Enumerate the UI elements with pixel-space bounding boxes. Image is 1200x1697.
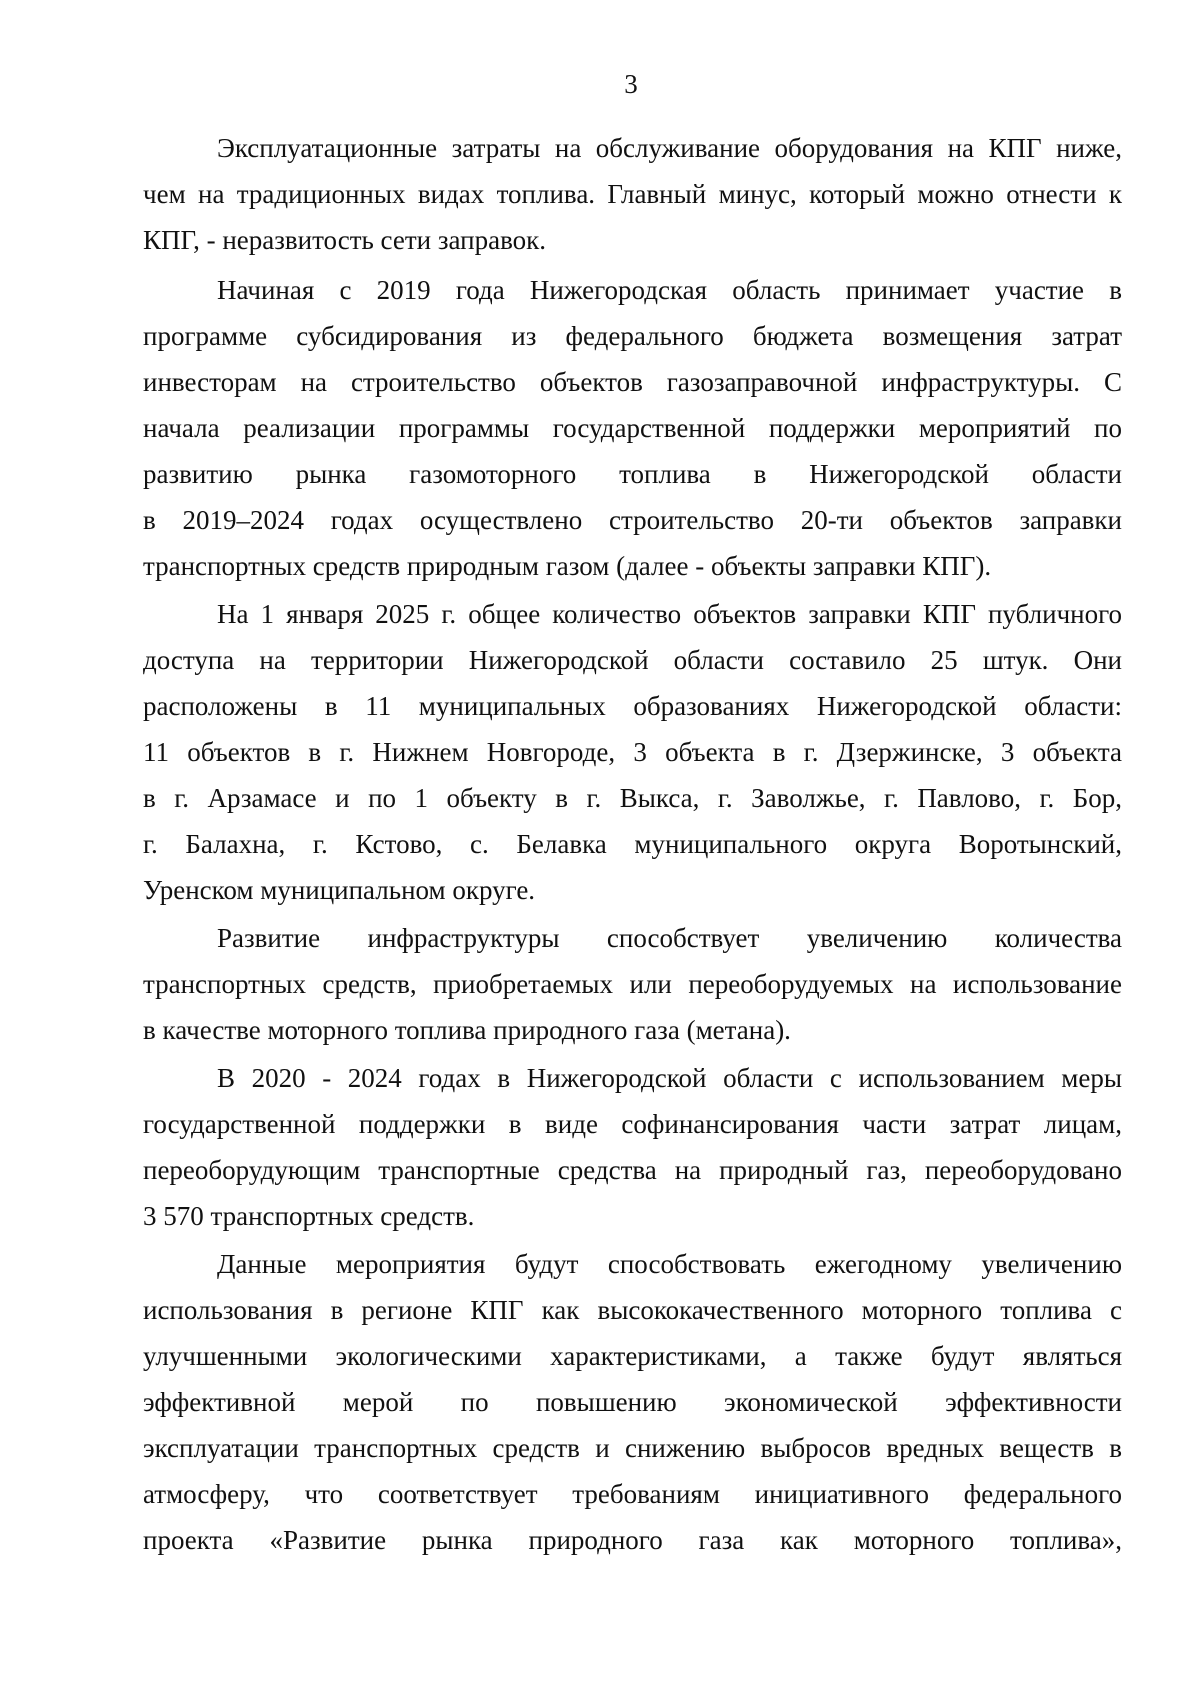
text-line: в г. Арзамасе и по 1 объекту в г. Выкса, г. Заволжье, г. Павлово, г. Бор, [143, 783, 1122, 813]
text-line: проекта «Развитие рынка природного газа как моторного топлива», [143, 1525, 1122, 1555]
paragraph-2 [143, 267, 1122, 589]
text-line: 3 570 транспортных средств. [143, 1201, 475, 1231]
text-line: в качестве моторного топлива природного газа (метана). [143, 1015, 791, 1045]
text-line: На 1 января 2025 г. общее количество объектов заправки КПГ публичного [217, 599, 1122, 629]
text-line: переоборудующим транспортные средства на природный газ, переоборудовано [143, 1155, 1122, 1185]
document-body [143, 125, 1122, 1563]
text-line: начала реализации программы государственной поддержки мероприятий по [143, 413, 1122, 443]
text-line: г. Балахна, г. Кстово, с. Белавка муниципального округа Воротынский, [143, 829, 1122, 859]
text-line: транспортных средств природным газом (далее - объекты заправки КПГ). [143, 551, 992, 581]
paragraph-4 [143, 915, 1122, 1053]
text-line: Данные мероприятия будут способствовать ежегодному увеличению [217, 1249, 1122, 1279]
text-line: Начиная с 2019 года Нижегородская область принимает участие в [217, 275, 1122, 305]
text-line: расположены в 11 муниципальных образованиях Нижегородской области: [143, 691, 1122, 721]
text-line: Развитие инфраструктуры способствует увеличению количества [217, 923, 1122, 953]
paragraph-5 [143, 1055, 1122, 1239]
text-line: эффективной мерой по повышению экономической эффективности [143, 1387, 1122, 1417]
text-line: развитию рынка газомоторного топлива в Нижегородской области [143, 459, 1122, 489]
paragraph-3 [143, 591, 1122, 913]
text-line: инвесторам на строительство объектов газозаправочной инфраструктуры. С [143, 367, 1122, 397]
text-line: транспортных средств, приобретаемых или переоборудуемых на использование [143, 969, 1122, 999]
text-line: В 2020 - 2024 годах в Нижегородской области с использованием меры [217, 1063, 1122, 1093]
text-line: в 2019–2024 годах осуществлено строительство 20-ти объектов заправки [143, 505, 1122, 535]
text-line: чем на традиционных видах топлива. Главный минус, который можно отнести к [143, 179, 1122, 209]
paragraph-6 [143, 1241, 1122, 1563]
text-line: Уренском муниципальном округе. [143, 875, 536, 905]
paragraph-1 [143, 125, 1122, 263]
text-line: доступа на территории Нижегородской области составило 25 штук. Они [143, 645, 1122, 675]
text-line: Эксплуатационные затраты на обслуживание оборудования на КПГ ниже, [217, 133, 1122, 163]
text-line: государственной поддержки в виде софинансирования части затрат лицам, [143, 1109, 1122, 1139]
text-line: 11 объектов в г. Нижнем Новгороде, 3 объекта в г. Дзержинске, 3 объекта [143, 737, 1122, 767]
text-line: использования в регионе КПГ как высококачественного моторного топлива с [143, 1295, 1122, 1325]
text-line: КПГ, - неразвитость сети заправок. [143, 225, 547, 255]
text-line: атмосферу, что соответствует требованиям инициативного федерального [143, 1479, 1122, 1509]
text-line: программе субсидирования из федерального бюджета возмещения затрат [143, 321, 1122, 351]
text-line: улучшенными экологическими характеристиками, а также будут являться [143, 1341, 1122, 1371]
text-line: эксплуатации транспортных средств и снижению выбросов вредных веществ в [143, 1433, 1122, 1463]
page-number: 3 [624, 69, 638, 99]
